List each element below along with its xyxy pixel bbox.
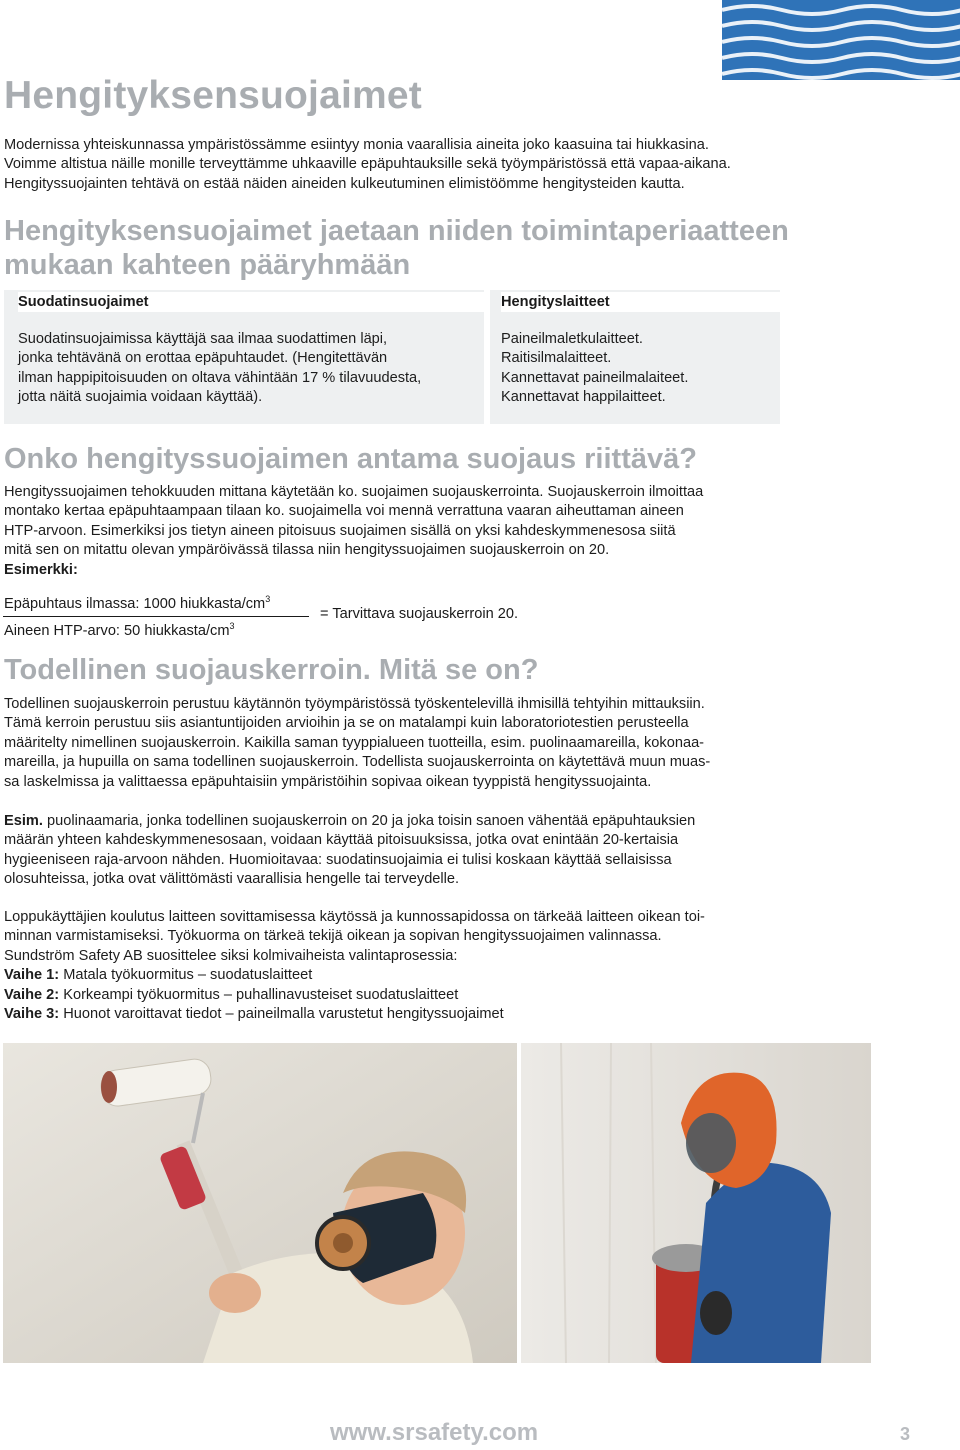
filter-respirators-title: Suodatinsuojaimet <box>18 292 484 312</box>
text-line: sa laskelmissa ja valittaessa epäpuhtaisiin ympäristöihin sopivaa oikean tyyppistä hengityssuojainta. <box>4 773 652 790</box>
list-item: Kannettavat paineilmalaiteet. <box>501 369 689 386</box>
intro-line: Voimme altistua näille monille terveyttämme uhkaaville epäpuhtauksille sekä työympäristössä että vapaa-aikana. <box>4 156 731 173</box>
heading-line: mukaan kahteen pääryhmään <box>4 249 411 281</box>
step-item <box>4 966 705 985</box>
heading-line: Hengityksensuojaimet jaetaan niiden toimintaperiaatteen <box>4 215 789 247</box>
fraction-divider <box>3 616 309 617</box>
text-line: HTP-arvoon. Esimerkiksi jos tietyn aineen pitoisuus suojaimen sisällä on yksi kahdeskymmenesosa siitä <box>4 522 676 539</box>
text-line: Sundström Safety AB suosittelee siksi kolmivaiheista valintaprosessia: <box>4 947 458 964</box>
example-lead: Esim. <box>4 813 43 829</box>
brand-wave-logo <box>722 0 960 80</box>
list-item: Paineilmaletkulaitteet. <box>501 331 643 347</box>
text-line: mitä sen on mitattu olevan ympäröivässä tilassa niin hengityssuojaimen suojauskerroin on 20. <box>4 542 610 559</box>
text-line: määritelty nimellinen suojauskerroin. Kaikilla saman tyyppialueen tuotteilla, esim. puolinaamareilla, kokonaa- <box>4 734 705 751</box>
text-line: hygieeniseen raja-arvoon nähden. Huomioitavaa: suodatinsuojaimia ei tulisi koskaan käyttää sellaisissa <box>4 851 672 868</box>
denominator-exponent: 3 <box>229 621 235 631</box>
page-number: 3 <box>900 1424 911 1444</box>
intro-line: Modernissa yhteiskunnassa ympäristössämme esiintyy monia vaarallisia aineita joko kaasuina tai hiukkasina. <box>4 137 709 153</box>
step-text: Korkeampi työkuormitus – puhallinavusteiset suodatuslaitteet <box>59 986 459 1003</box>
text-line <box>4 812 695 831</box>
example-paragraph <box>4 812 695 890</box>
text-line: Hengityssuojaimen tehokkuuden mittana käytetään ko. suojaimen suojauskerrointa. Suojauskerroin ilmoittaa <box>4 484 704 500</box>
page-title: Hengityksensuojaimet <box>4 74 422 117</box>
text-line: ilman happipitoisuuden on oltava vähintään 17 % tilavuudesta, <box>18 369 422 386</box>
step-label: Vaihe 2: <box>4 986 60 1003</box>
step-text: Huonot varoittavat tiedot – paineilmalla varustetut hengityssuojaimet <box>59 1006 504 1023</box>
text-line: mareilla, ja hupuilla on sama todellinen suojauskerroin. Todellista suojauskerrointa on käytettävä muun muas- <box>4 754 711 771</box>
list-item: Kannettavat happilaitteet. <box>501 389 666 406</box>
example-first-line: puolinaamaria, jonka todellinen suojauskerroin on 20 ja joka toisin sanoen vähentää epäpuhtauksien <box>42 813 696 829</box>
photo-painter-half-mask <box>3 1043 517 1363</box>
training-paragraph <box>4 908 705 1024</box>
real-factor-paragraph <box>4 695 710 792</box>
breathing-apparatus-title: Hengityslaitteet <box>501 292 780 312</box>
denominator-text: Aineen HTP-arvo: 50 hiukkasta/cm <box>4 623 230 639</box>
text-line: montako kertaa epäpuhtaampaan tilaan ko. suojaimella voi mennä verrattuna vaaran aiheuttaman aineen <box>4 503 684 520</box>
text-line: Suodatinsuojaimissa käyttäjä saa ilmaa suodattimen läpi, <box>18 331 388 347</box>
numerator-text: Epäpuhtaus ilmassa: 1000 hiukkasta/cm <box>4 596 266 612</box>
intro-paragraph <box>4 136 731 194</box>
footer-website-link[interactable]: www.srsafety.com <box>330 1419 539 1446</box>
step-item <box>4 1005 705 1024</box>
intro-line: Hengityssuojainten tehtävä on estää näiden aineiden kulkeutuminen elimistöömme hengitysteiden kautta. <box>4 175 685 192</box>
text-line: jotta näitä suojaimia voidaan käyttää). <box>18 389 263 406</box>
example-label: Esimerkki: <box>4 561 78 578</box>
text-line: minnan varmistamiseksi. Työkuorma on tärkeä tekijä oikean ja sopivan hengityssuojaimen valinnassa. <box>4 928 662 945</box>
step-label: Vaihe 3: <box>4 1006 60 1023</box>
text-line: olosuhteissa, jotka ovat välittömästi vaarallisia hengelle tai terveydelle. <box>4 871 460 888</box>
formula-denominator <box>4 621 235 639</box>
list-item: Raitisilmalaitteet. <box>501 350 612 367</box>
filter-respirators-text <box>18 330 421 408</box>
text-line: Tämä kerroin perustuu siis asiantuntijoiden arvioihin ja se on matalampi kuin laboratoriotestien perusteella <box>4 715 689 732</box>
formula-result: = Tarvittava suojauskerroin 20. <box>320 606 519 622</box>
text-line: määrän yhteen kahdeskymmenesosaan, voidaan käyttää pitoisuuksissa, jotka ovat enintään 20-kertaisia <box>4 832 679 849</box>
text-line: Loppukäyttäjien koulutus laitteen sovittamisessa käytössä ja kunnossapidossa on tärkeää laitteen oikean toi- <box>4 909 705 925</box>
formula-numerator <box>4 594 270 612</box>
section-heading-protection: Onko hengityssuojaimen antama suojaus riittävä? <box>4 443 697 475</box>
numerator-exponent: 3 <box>265 594 271 604</box>
step-text: Matala työkuormitus – suodatuslaitteet <box>59 967 313 984</box>
protection-paragraph <box>4 483 703 580</box>
photo-worker-hood <box>521 1043 871 1363</box>
step-label: Vaihe 1: <box>4 967 60 984</box>
section-heading-types <box>4 214 789 282</box>
breathing-apparatus-list <box>501 330 688 408</box>
wave-lines-icon <box>722 0 960 80</box>
step-item <box>4 986 705 1005</box>
text-line: Todellinen suojauskerroin perustuu käytännön työympäristössä työskentelevillä ihmisillä tehtyihin mittauksiin. <box>4 696 705 712</box>
text-line: jonka tehtävänä on erottaa epäpuhtaudet. (Hengitettävän <box>18 350 388 367</box>
section-heading-real-factor: Todellinen suojauskerroin. Mitä se on? <box>4 654 539 686</box>
